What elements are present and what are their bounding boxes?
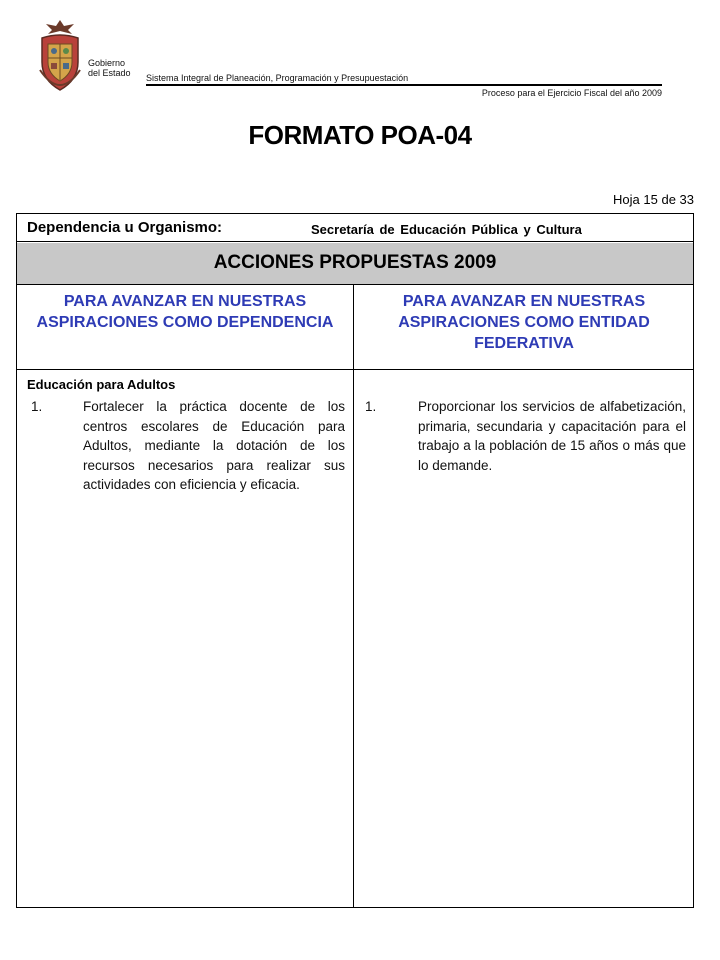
gobierno-line-2: del Estado xyxy=(88,68,131,78)
dependencia-label: Dependencia u Organismo: xyxy=(27,219,223,236)
acciones-title: ACCIONES PROPUESTAS 2009 xyxy=(213,252,497,273)
item-number: 1. xyxy=(365,399,377,414)
coat-of-arms-icon xyxy=(36,18,84,96)
item-text: Fortalecer la práctica docente de los centros escolares de Educación para Adultos, mediante la dotación de los recursos necesarios para realizar sus actividades con eficiencia y eficacia. xyxy=(83,399,345,492)
item-text: Proporcionar los servicios de alfabetización, primaria, secundaria y capacitación para el trabajo a la población de 15 años o más que lo demande. xyxy=(418,399,686,473)
sistema-label: Sistema Integral de Planeación, Programación y Presupuestación xyxy=(146,73,409,83)
column-header-dependencia: PARA AVANZAR EN NUESTRAS ASPIRACIONES COMO DEPENDENCIA xyxy=(36,293,334,331)
section-title: Educación para Adultos xyxy=(27,377,176,392)
column-header-entidad: PARA AVANZAR EN NUESTRAS ASPIRACIONES COMO ENTIDAD FEDERATIVA xyxy=(398,293,650,352)
proceso-label: Proceso para el Ejercicio Fiscal del año 2009 xyxy=(481,88,662,98)
gobierno-label xyxy=(88,58,131,78)
item-number: 1. xyxy=(31,399,43,414)
dependencia-value: Secretaría de Educación Pública y Cultura xyxy=(311,222,582,237)
header-rule xyxy=(146,84,662,86)
page-title: FORMATO POA-04 xyxy=(248,120,472,150)
page-number: Hoja 15 de 33 xyxy=(613,192,694,207)
gobierno-line-1: Gobierno xyxy=(88,58,126,68)
column-divider xyxy=(353,285,354,908)
